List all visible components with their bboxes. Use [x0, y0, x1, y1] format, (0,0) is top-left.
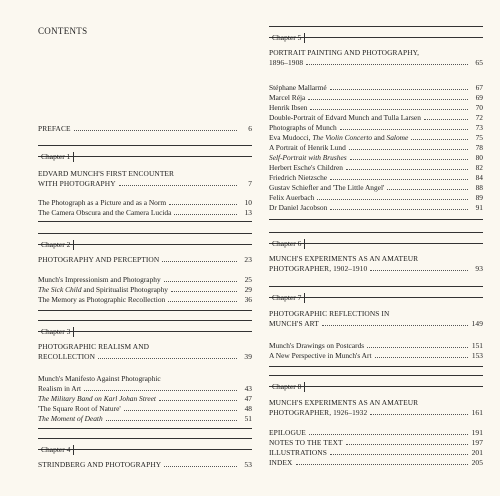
chapter-1-label: Chapter 1: [38, 145, 252, 157]
contents-heading: CONTENTS: [38, 26, 88, 36]
toc-entry[interactable]: Realism in Art 43: [38, 384, 252, 393]
toc-entry-illustrations[interactable]: ILLUSTRATIONS 201: [269, 448, 483, 457]
divider: [269, 219, 483, 220]
toc-entry[interactable]: The Moment of Death 51: [38, 414, 252, 423]
chapter-8-label: Chapter 8: [269, 375, 483, 387]
toc-entry[interactable]: The Memory as Photographic Recollection 36: [38, 295, 252, 304]
toc-entry[interactable]: A Portrait of Henrik Lund 78: [269, 143, 483, 152]
chapter-7-label: Chapter 7: [269, 286, 483, 298]
divider: [38, 428, 252, 429]
toc-entry-chapter-2[interactable]: PHOTOGRAPHY AND PERCEPTION 23: [38, 255, 252, 264]
toc-entry[interactable]: Henrik Ibsen 70: [269, 103, 483, 112]
toc-entry[interactable]: The Sick Child and Spiritualist Photography 29: [38, 285, 252, 294]
toc-entry[interactable]: Felix Auerbach 89: [269, 193, 483, 202]
toc-entry-line: Munch's Manifesto Against Photographic: [38, 374, 161, 383]
toc-entry[interactable]: Herbert Esche's Children 82: [269, 163, 483, 172]
chapter-6-label: Chapter 6: [269, 232, 483, 244]
chapter-2-label: Chapter 2: [38, 233, 252, 245]
chapter-3-label: Chapter 3: [38, 320, 252, 332]
divider: [38, 221, 252, 222]
toc-entry-index[interactable]: INDEX 205: [269, 458, 483, 467]
toc-entry-chapter-1[interactable]: WITH PHOTOGRAPHY 7: [38, 179, 252, 188]
toc-entry-chapter-4[interactable]: STRINDBERG AND PHOTOGRAPHY 53: [38, 460, 252, 469]
toc-entry-epilogue[interactable]: EPILOGUE 191: [269, 428, 483, 437]
chapter-3-title: PHOTOGRAPHIC REALISM AND: [38, 342, 150, 351]
toc-entry[interactable]: The Military Band on Karl Johan Street 47: [38, 394, 252, 403]
toc-entry[interactable]: Self-Portrait with Brushes 80: [269, 153, 483, 162]
divider: [38, 310, 252, 311]
divider: [269, 366, 483, 367]
toc-entry-chapter-3[interactable]: RECOLLECTION 39: [38, 352, 252, 361]
chapter-8-title: MUNCH'S EXPERIMENTS AS AN AMATEUR: [269, 398, 419, 407]
toc-entry-chapter-7[interactable]: MUNCH'S ART 149: [269, 319, 483, 328]
toc-entry[interactable]: The Camera Obscura and the Camera Lucida 13: [38, 208, 252, 217]
toc-entry-notes[interactable]: NOTES TO THE TEXT 197: [269, 438, 483, 447]
chapter-4-label: Chapter 4: [38, 438, 252, 450]
toc-entry[interactable]: Double-Portrait of Edvard Munch and Tulla Larsen 72: [269, 113, 483, 122]
toc-entry-preface[interactable]: PREFACE 6: [38, 124, 252, 133]
toc-entry[interactable]: Photographs of Munch 73: [269, 123, 483, 132]
chapter-7-title: PHOTOGRAPHIC REFLECTIONS IN: [269, 309, 390, 318]
chapter-1-title: EDVARD MUNCH'S FIRST ENCOUNTER: [38, 169, 175, 178]
toc-entry[interactable]: A New Perspective in Munch's Art 153: [269, 351, 483, 360]
toc-entry-chapter-8[interactable]: PHOTOGRAPHER, 1926–1932 161: [269, 408, 483, 417]
toc-entry[interactable]: Munch's Impressionism and Photography 25: [38, 275, 252, 284]
toc-entry[interactable]: Marcel Réja 69: [269, 93, 483, 102]
toc-entry-chapter-5[interactable]: 1896–1908 65: [269, 58, 483, 67]
toc-entry-chapter-6[interactable]: PHOTOGRAPHER, 1902–1910 93: [269, 264, 483, 273]
toc-entry[interactable]: Dr Daniel Jacobson 91: [269, 203, 483, 212]
chapter-6-title: MUNCH'S EXPERIMENTS AS AN AMATEUR: [269, 254, 419, 263]
toc-entry[interactable]: Gustav Schiefler and 'The Little Angel' 88: [269, 183, 483, 192]
toc-entry[interactable]: Munch's Drawings on Postcards 151: [269, 341, 483, 350]
toc-entry[interactable]: The Photograph as a Picture and as a Norm 10: [38, 198, 252, 207]
chapter-5-label: Chapter 5: [269, 26, 483, 38]
toc-entry[interactable]: Friedrich Nietzsche 84: [269, 173, 483, 182]
chapter-5-title: PORTRAIT PAINTING AND PHOTOGRAPHY,: [269, 48, 420, 57]
toc-entry[interactable]: 'The Square Root of Nature' 48: [38, 404, 252, 413]
toc-entry[interactable]: Stéphane Mallarmé 67: [269, 83, 483, 92]
toc-entry[interactable]: Eva Mudocci, The Violin Concerto and Salome 75: [269, 133, 483, 142]
